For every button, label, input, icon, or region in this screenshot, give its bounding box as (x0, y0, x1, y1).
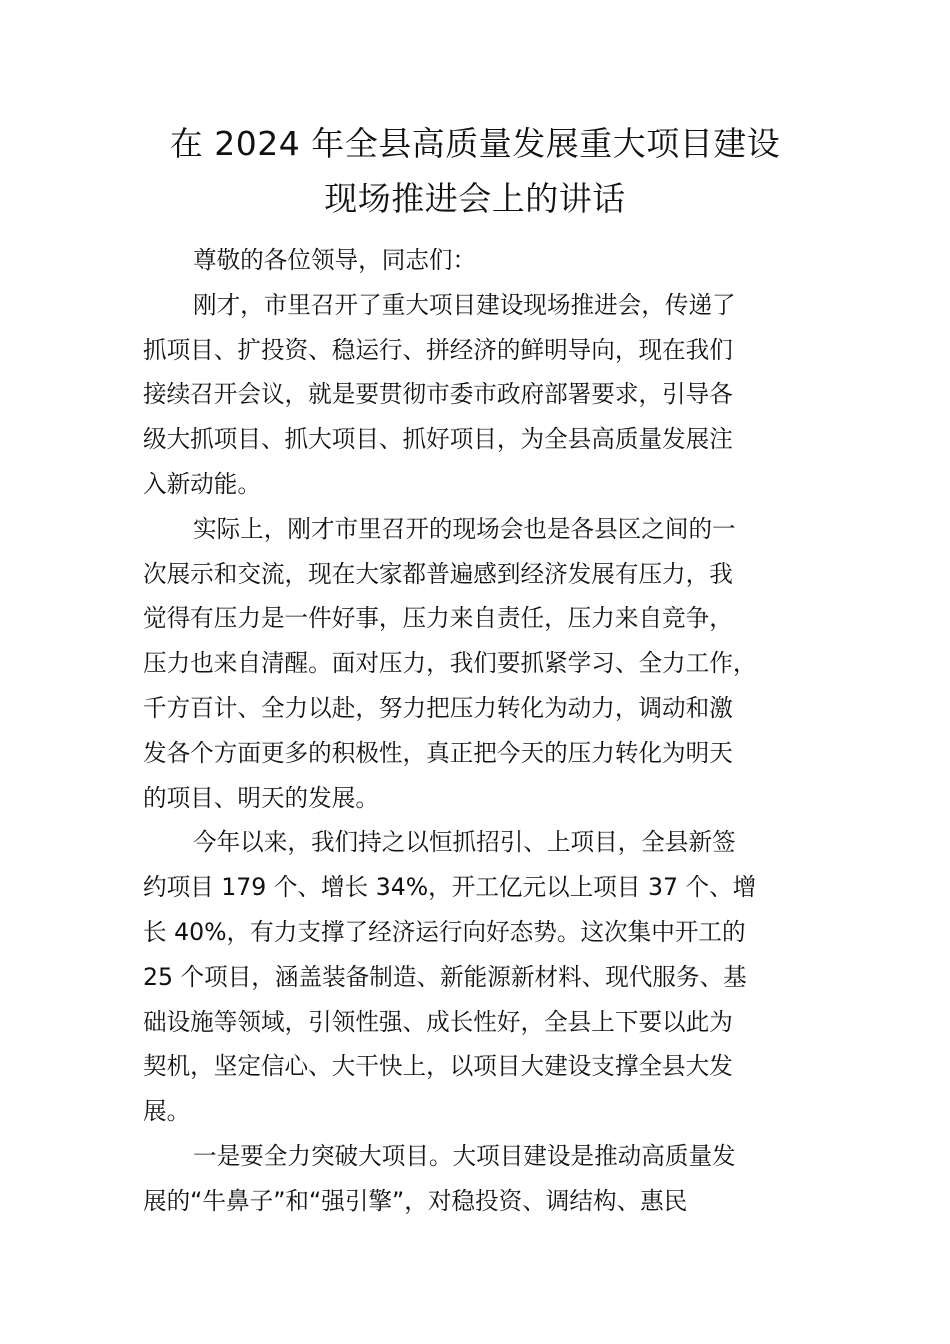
paragraph-line: 实际上，刚才市里召开的现场会也是各县区之间的一 (193, 514, 736, 543)
paragraph-line: 压力也来自清醒。面对压力，我们要抓紧学习、全力工作， (143, 649, 757, 678)
paragraph-line: 展。 (143, 1097, 191, 1126)
paragraph-line: 础设施等领域，引领性强、成长性好，全县上下要以此为 (143, 1007, 733, 1036)
title-line-2: 现场推进会上的讲话 (324, 179, 626, 218)
paragraph-line: 展的“牛鼻子”和“强引擎”，对稳投资、调结构、惠民 (143, 1186, 688, 1215)
page-title (140, 116, 810, 226)
title-line-1: 在 2024 年全县高质量发展重大项目建设 (169, 124, 781, 163)
paragraph-line: 契机，坚定信心、大干快上，以项目大建设支撑全县大发 (143, 1052, 733, 1081)
paragraph-line: 千方百计、全力以赴，努力把压力转化为动力，调动和激 (143, 693, 733, 722)
paragraph-line: 一是要全力突破大项目。大项目建设是推动高质量发 (193, 1141, 736, 1170)
paragraph-1 (143, 283, 808, 507)
paragraph-4 (143, 1134, 808, 1224)
paragraph-line: 抓项目、扩投资、稳运行、拼经济的鲜明导向，现在我们 (143, 335, 733, 364)
paragraph-line: 今年以来，我们持之以恒抓招引、上项目，全县新签 (193, 828, 736, 857)
salutation-text: 尊敬的各位领导，同志们： (193, 246, 477, 274)
paragraph-line: 接续召开会议，就是要贯彻市委市政府部署要求，引导各 (143, 380, 733, 409)
paragraph-line: 级大抓项目、抓大项目、抓好项目，为全县高质量发展注 (143, 425, 733, 454)
paragraph-line: 入新动能。 (143, 469, 261, 498)
paragraph-2 (143, 507, 808, 821)
paragraph-line: 觉得有压力是一件好事，压力来自责任，压力来自竞争， (143, 604, 733, 633)
paragraph-line: 约项目 179 个、增长 34%，开工亿元以上项目 37 个、增 (143, 873, 757, 902)
paragraph-line: 次展示和交流，现在大家都普遍感到经济发展有压力，我 (143, 559, 733, 588)
paragraph-line: 25 个项目，涵盖装备制造、新能源新材料、现代服务、基 (143, 962, 747, 991)
paragraph-3 (143, 820, 808, 1134)
paragraph-line: 长 40%，有力支撑了经济运行向好态势。这次集中开工的 (143, 917, 746, 946)
salutation (143, 238, 808, 283)
speech-body (143, 238, 808, 1224)
paragraph-line: 的项目、明天的发展。 (143, 783, 379, 812)
paragraph-line: 发各个方面更多的积极性，真正把今天的压力转化为明天 (143, 738, 733, 767)
paragraph-line: 刚才，市里召开了重大项目建设现场推进会，传递了 (193, 290, 736, 319)
